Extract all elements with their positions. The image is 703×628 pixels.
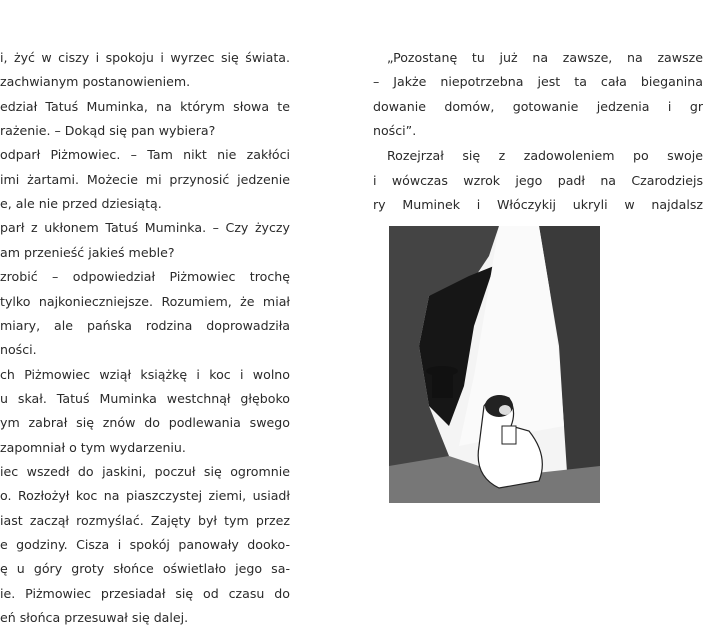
right-page	[300, 0, 703, 600]
text-line: eń słońca przesuwał się dalej.	[0, 610, 189, 626]
text-line: ry Muminek i Włóczykij ukryli w najdalsz	[373, 197, 703, 212]
text-line: imi żartami. Możecie mi przynosić jedzenie	[0, 171, 290, 187]
text-line: zapomniał o tym wydarzeniu.	[0, 439, 186, 455]
cave-illustration	[389, 226, 600, 503]
text-line: ności.	[0, 342, 37, 358]
text-line: Rozejrzał się z zadowoleniem po swoje	[387, 148, 703, 163]
text-line: „Pozostanę tu już na zawsze, na zawsze	[387, 50, 703, 65]
text-line: o. Rozłożył koc na piaszczystej ziemi, usiadł	[0, 488, 290, 504]
text-line: parł z ukłonem Tatuś Muminka. – Czy życzy	[0, 220, 290, 236]
text-line: ę u góry groty słońce oświetlało jego sa-	[0, 561, 290, 577]
text-line: am przenieść jakieś meble?	[0, 244, 175, 260]
text-line: i, żyć w ciszy i spokoju i wyrzec się świata.	[0, 50, 290, 65]
text-line: tylko najkonieczniejsze. Rozumiem, że miał	[0, 293, 290, 309]
text-line: zachwianym postanowieniem.	[0, 74, 191, 90]
text-line: miary, ale pańska rodzina doprowadziła	[0, 317, 290, 333]
text-line: e godziny. Cisza i spokój panowały dooko-	[0, 537, 290, 552]
text-line: dowanie domów, gotowanie jedzenia i gr	[373, 99, 703, 114]
text-line: odparł Piżmowiec. – Tam nikt nie zakłóci	[0, 147, 290, 163]
text-line: edział Tatuś Muminka, na którym słowa te	[0, 98, 290, 114]
text-line: ym zabrał się znów do podlewania swego	[0, 415, 290, 431]
text-line: rażenie. – Dokąd się pan wybiera?	[0, 123, 216, 139]
text-line: u skał. Tatuś Muminka westchnął głęboko	[0, 390, 290, 406]
text-line: ch Piżmowiec wziął książkę i koc i wolno	[0, 366, 290, 382]
text-line: ie. Piżmowiec przesiadał się od czasu do	[0, 585, 290, 601]
left-page	[0, 0, 300, 626]
text-line: zrobić – odpowiedział Piżmowiec trochę	[0, 269, 290, 285]
text-line: ności”.	[373, 123, 417, 138]
text-line: – Jakże niepotrzebna jest ta cała bieganina	[373, 74, 703, 89]
text-line: i wówczas wzrok jego padł na Czarodziejs	[373, 173, 703, 188]
text-line: e, ale nie przed dziesiątą.	[0, 196, 162, 212]
text-line: iec wszedł do jaskini, poczuł się ogromnie	[0, 463, 290, 479]
text-line: iast zaczął rozmyślać. Zajęty był tym przez	[0, 512, 290, 528]
